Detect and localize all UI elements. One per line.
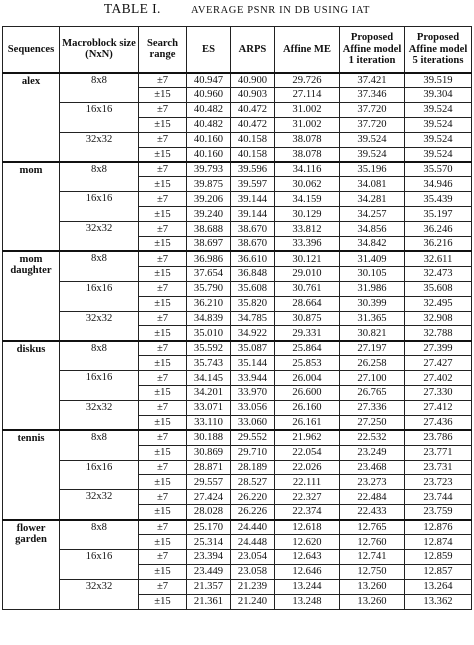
sequence-name-word: diskus xyxy=(16,343,46,355)
arps-value-cell: 21.240 xyxy=(231,594,275,609)
arps-value-cell: 39.144 xyxy=(231,192,275,207)
table-row xyxy=(3,430,472,445)
table-body xyxy=(3,73,472,610)
affine-me-value-cell: 22.054 xyxy=(275,445,340,460)
affine-me-value-cell: 30.761 xyxy=(275,281,340,296)
arps-value-cell: 24.448 xyxy=(231,535,275,550)
col-header-sequences: Sequences xyxy=(3,27,60,73)
search-range-cell: ±7 xyxy=(139,341,187,356)
arps-value-cell: 40.903 xyxy=(231,87,275,102)
search-range-cell: ±15 xyxy=(139,415,187,430)
es-value-cell: 33.110 xyxy=(187,415,231,430)
macroblock-size-cell: 32x32 xyxy=(60,490,139,520)
arps-value-cell: 34.922 xyxy=(231,326,275,341)
arps-value-cell: 26.220 xyxy=(231,490,275,505)
es-value-cell: 30.869 xyxy=(187,445,231,460)
table-row xyxy=(3,73,472,88)
table-row xyxy=(3,311,472,326)
affine-me-value-cell: 30.875 xyxy=(275,311,340,326)
proposed-1-iteration-cell: 12.750 xyxy=(340,564,405,579)
macroblock-size-cell: 32x32 xyxy=(60,400,139,430)
affine-me-value-cell: 30.121 xyxy=(275,251,340,266)
proposed-5-iterations-cell: 27.399 xyxy=(405,341,472,356)
proposed-5-iterations-cell: 23.744 xyxy=(405,490,472,505)
affine-me-value-cell: 21.962 xyxy=(275,430,340,445)
proposed-1-iteration-cell: 22.433 xyxy=(340,505,405,520)
proposed-5-iterations-cell: 39.524 xyxy=(405,132,472,147)
arps-value-cell: 35.087 xyxy=(231,341,275,356)
proposed-1-iteration-cell: 27.197 xyxy=(340,341,405,356)
affine-me-value-cell: 22.111 xyxy=(275,475,340,490)
proposed-5-iterations-cell: 35.439 xyxy=(405,192,472,207)
table-row xyxy=(3,251,472,266)
sequence-name-word: flower xyxy=(16,522,46,534)
affine-me-value-cell: 12.646 xyxy=(275,564,340,579)
table-caption xyxy=(0,0,474,20)
proposed-5-iterations-cell: 23.723 xyxy=(405,475,472,490)
proposed-1-iteration-cell: 27.250 xyxy=(340,415,405,430)
proposed-1-iteration-cell: 31.986 xyxy=(340,281,405,296)
arps-value-cell: 33.056 xyxy=(231,400,275,415)
col-header-search-range: Search range xyxy=(139,27,187,73)
search-range-cell: ±15 xyxy=(139,475,187,490)
es-value-cell: 28.028 xyxy=(187,505,231,520)
macroblock-size-cell: 32x32 xyxy=(60,222,139,252)
es-value-cell: 40.947 xyxy=(187,73,231,88)
proposed-5-iterations-cell: 12.874 xyxy=(405,535,472,550)
proposed-5-iterations-cell: 27.402 xyxy=(405,371,472,386)
proposed-1-iteration-cell: 34.842 xyxy=(340,236,405,251)
proposed-5-iterations-cell: 13.362 xyxy=(405,594,472,609)
affine-me-value-cell: 13.244 xyxy=(275,579,340,594)
arps-value-cell: 29.552 xyxy=(231,430,275,445)
affine-me-value-cell: 31.002 xyxy=(275,102,340,117)
arps-value-cell: 26.226 xyxy=(231,505,275,520)
macroblock-size-cell: 16x16 xyxy=(60,371,139,401)
proposed-5-iterations-cell: 39.524 xyxy=(405,117,472,132)
table-row xyxy=(3,460,472,475)
affine-me-value-cell: 26.600 xyxy=(275,386,340,401)
es-value-cell: 38.688 xyxy=(187,222,231,237)
search-range-cell: ±15 xyxy=(139,236,187,251)
proposed-1-iteration-cell: 12.760 xyxy=(340,535,405,550)
proposed-5-iterations-cell: 32.908 xyxy=(405,311,472,326)
table-row xyxy=(3,579,472,594)
search-range-cell: ±7 xyxy=(139,102,187,117)
proposed-1-iteration-cell: 34.257 xyxy=(340,207,405,222)
affine-me-value-cell: 34.159 xyxy=(275,192,340,207)
es-value-cell: 34.145 xyxy=(187,371,231,386)
affine-me-value-cell: 34.116 xyxy=(275,162,340,177)
proposed-5-iterations-cell: 27.330 xyxy=(405,386,472,401)
macroblock-size-cell: 32x32 xyxy=(60,579,139,609)
proposed-1-iteration-cell: 31.365 xyxy=(340,311,405,326)
proposed-5-iterations-cell: 39.524 xyxy=(405,147,472,162)
affine-me-value-cell: 25.853 xyxy=(275,356,340,371)
sequence-name-word: alex xyxy=(21,75,41,87)
proposed-1-iteration-cell: 23.273 xyxy=(340,475,405,490)
search-range-cell: ±15 xyxy=(139,207,187,222)
es-value-cell: 21.357 xyxy=(187,579,231,594)
proposed-5-iterations-cell: 27.412 xyxy=(405,400,472,415)
es-value-cell: 39.793 xyxy=(187,162,231,177)
arps-value-cell: 40.472 xyxy=(231,117,275,132)
table-row xyxy=(3,162,472,177)
search-range-cell: ±15 xyxy=(139,535,187,550)
proposed-5-iterations-cell: 35.197 xyxy=(405,207,472,222)
table-row xyxy=(3,132,472,147)
proposed-5-iterations-cell: 32.495 xyxy=(405,296,472,311)
search-range-cell: ±7 xyxy=(139,311,187,326)
affine-me-value-cell: 29.010 xyxy=(275,266,340,281)
col-header-proposed-5-iterations: Proposed Affine model 5 iterations xyxy=(405,27,472,73)
es-value-cell: 40.482 xyxy=(187,117,231,132)
es-value-cell: 35.743 xyxy=(187,356,231,371)
arps-value-cell: 28.527 xyxy=(231,475,275,490)
proposed-1-iteration-cell: 13.260 xyxy=(340,579,405,594)
es-value-cell: 40.160 xyxy=(187,132,231,147)
search-range-cell: ±7 xyxy=(139,222,187,237)
sequence-name-word: tennis xyxy=(17,433,45,445)
affine-me-value-cell: 22.026 xyxy=(275,460,340,475)
es-value-cell: 39.206 xyxy=(187,192,231,207)
es-value-cell: 23.449 xyxy=(187,564,231,579)
proposed-1-iteration-cell: 22.532 xyxy=(340,430,405,445)
search-range-cell: ±7 xyxy=(139,132,187,147)
proposed-1-iteration-cell: 37.421 xyxy=(340,73,405,88)
affine-me-value-cell: 25.864 xyxy=(275,341,340,356)
search-range-cell: ±7 xyxy=(139,73,187,88)
proposed-1-iteration-cell: 27.336 xyxy=(340,400,405,415)
sequence-name-cell xyxy=(3,162,60,251)
arps-value-cell: 21.239 xyxy=(231,579,275,594)
table-row xyxy=(3,490,472,505)
search-range-cell: ±7 xyxy=(139,371,187,386)
es-value-cell: 38.697 xyxy=(187,236,231,251)
search-range-cell: ±7 xyxy=(139,192,187,207)
arps-value-cell: 28.189 xyxy=(231,460,275,475)
proposed-1-iteration-cell: 34.281 xyxy=(340,192,405,207)
search-range-cell: ±15 xyxy=(139,147,187,162)
search-range-cell: ±7 xyxy=(139,430,187,445)
affine-me-value-cell: 12.620 xyxy=(275,535,340,550)
proposed-1-iteration-cell: 39.524 xyxy=(340,132,405,147)
search-range-cell: ±15 xyxy=(139,356,187,371)
affine-me-value-cell: 26.161 xyxy=(275,415,340,430)
proposed-5-iterations-cell: 36.216 xyxy=(405,236,472,251)
sequence-name-word: garden xyxy=(15,533,47,545)
search-range-cell: ±7 xyxy=(139,400,187,415)
proposed-5-iterations-cell: 23.786 xyxy=(405,430,472,445)
es-value-cell: 30.188 xyxy=(187,430,231,445)
proposed-5-iterations-cell: 35.570 xyxy=(405,162,472,177)
macroblock-size-cell: 16x16 xyxy=(60,102,139,132)
sequence-name-word: daughter xyxy=(10,265,52,277)
col-header-arps: ARPS xyxy=(231,27,275,73)
es-value-cell: 35.790 xyxy=(187,281,231,296)
search-range-cell: ±15 xyxy=(139,326,187,341)
proposed-5-iterations-cell: 27.436 xyxy=(405,415,472,430)
col-header-affine-me: Affine ME xyxy=(275,27,340,73)
es-value-cell: 29.557 xyxy=(187,475,231,490)
arps-value-cell: 39.597 xyxy=(231,177,275,192)
psnr-table xyxy=(2,26,472,610)
macroblock-size-cell: 8x8 xyxy=(60,520,139,550)
macroblock-size-cell: 16x16 xyxy=(60,460,139,490)
arps-value-cell: 38.670 xyxy=(231,222,275,237)
arps-value-cell: 36.848 xyxy=(231,266,275,281)
es-value-cell: 25.314 xyxy=(187,535,231,550)
proposed-5-iterations-cell: 32.611 xyxy=(405,251,472,266)
proposed-1-iteration-cell: 30.399 xyxy=(340,296,405,311)
es-value-cell: 21.361 xyxy=(187,594,231,609)
proposed-1-iteration-cell: 27.100 xyxy=(340,371,405,386)
search-range-cell: ±15 xyxy=(139,177,187,192)
macroblock-size-cell: 8x8 xyxy=(60,341,139,371)
arps-value-cell: 40.158 xyxy=(231,132,275,147)
search-range-cell: ±15 xyxy=(139,386,187,401)
es-value-cell: 27.424 xyxy=(187,490,231,505)
affine-me-value-cell: 12.618 xyxy=(275,520,340,535)
proposed-1-iteration-cell: 39.524 xyxy=(340,147,405,162)
proposed-5-iterations-cell: 23.759 xyxy=(405,505,472,520)
es-value-cell: 39.875 xyxy=(187,177,231,192)
proposed-1-iteration-cell: 22.484 xyxy=(340,490,405,505)
arps-value-cell: 40.158 xyxy=(231,147,275,162)
proposed-5-iterations-cell: 12.859 xyxy=(405,550,472,565)
proposed-1-iteration-cell: 34.856 xyxy=(340,222,405,237)
search-range-cell: ±7 xyxy=(139,520,187,535)
header-row xyxy=(3,27,472,73)
affine-me-value-cell: 27.114 xyxy=(275,87,340,102)
search-range-cell: ±15 xyxy=(139,87,187,102)
es-value-cell: 33.071 xyxy=(187,400,231,415)
affine-me-value-cell: 29.331 xyxy=(275,326,340,341)
search-range-cell: ±15 xyxy=(139,117,187,132)
affine-me-value-cell: 22.374 xyxy=(275,505,340,520)
arps-value-cell: 35.608 xyxy=(231,281,275,296)
sequence-name-cell xyxy=(3,341,60,430)
proposed-5-iterations-cell: 12.857 xyxy=(405,564,472,579)
es-value-cell: 34.201 xyxy=(187,386,231,401)
proposed-1-iteration-cell: 37.720 xyxy=(340,102,405,117)
macroblock-size-cell: 16x16 xyxy=(60,192,139,222)
arps-value-cell: 29.710 xyxy=(231,445,275,460)
search-range-cell: ±7 xyxy=(139,251,187,266)
search-range-cell: ±15 xyxy=(139,296,187,311)
proposed-5-iterations-cell: 32.788 xyxy=(405,326,472,341)
proposed-5-iterations-cell: 39.519 xyxy=(405,73,472,88)
arps-value-cell: 23.058 xyxy=(231,564,275,579)
proposed-5-iterations-cell: 36.246 xyxy=(405,222,472,237)
proposed-1-iteration-cell: 31.409 xyxy=(340,251,405,266)
search-range-cell: ±15 xyxy=(139,445,187,460)
affine-me-value-cell: 28.664 xyxy=(275,296,340,311)
sequence-name-cell xyxy=(3,520,60,609)
proposed-1-iteration-cell: 23.249 xyxy=(340,445,405,460)
macroblock-size-cell: 8x8 xyxy=(60,73,139,103)
arps-value-cell: 35.820 xyxy=(231,296,275,311)
affine-me-value-cell: 26.160 xyxy=(275,400,340,415)
arps-value-cell: 36.610 xyxy=(231,251,275,266)
table-row xyxy=(3,520,472,535)
search-range-cell: ±7 xyxy=(139,162,187,177)
sequence-name-word: mom xyxy=(19,164,43,176)
proposed-5-iterations-cell: 12.876 xyxy=(405,520,472,535)
es-value-cell: 28.871 xyxy=(187,460,231,475)
affine-me-value-cell: 30.129 xyxy=(275,207,340,222)
col-header-proposed-1-iteration: Proposed Affine model 1 iteration xyxy=(340,27,405,73)
affine-me-value-cell: 38.078 xyxy=(275,147,340,162)
proposed-1-iteration-cell: 30.821 xyxy=(340,326,405,341)
arps-value-cell: 33.970 xyxy=(231,386,275,401)
sequence-name-word: mom xyxy=(19,254,43,266)
arps-value-cell: 40.900 xyxy=(231,73,275,88)
es-value-cell: 35.592 xyxy=(187,341,231,356)
table-row xyxy=(3,102,472,117)
search-range-cell: ±15 xyxy=(139,564,187,579)
proposed-5-iterations-cell: 35.608 xyxy=(405,281,472,296)
proposed-5-iterations-cell: 23.731 xyxy=(405,460,472,475)
affine-me-value-cell: 33.396 xyxy=(275,236,340,251)
macroblock-size-cell: 32x32 xyxy=(60,132,139,162)
search-range-cell: ±7 xyxy=(139,490,187,505)
table-row xyxy=(3,341,472,356)
arps-value-cell: 40.472 xyxy=(231,102,275,117)
es-value-cell: 40.960 xyxy=(187,87,231,102)
proposed-5-iterations-cell: 34.946 xyxy=(405,177,472,192)
proposed-1-iteration-cell: 34.081 xyxy=(340,177,405,192)
search-range-cell: ±15 xyxy=(139,266,187,281)
search-range-cell: ±7 xyxy=(139,579,187,594)
affine-me-value-cell: 13.248 xyxy=(275,594,340,609)
table-row xyxy=(3,222,472,237)
proposed-1-iteration-cell: 26.258 xyxy=(340,356,405,371)
macroblock-size-cell: 8x8 xyxy=(60,251,139,281)
es-value-cell: 34.839 xyxy=(187,311,231,326)
es-value-cell: 37.654 xyxy=(187,266,231,281)
es-value-cell: 35.010 xyxy=(187,326,231,341)
arps-value-cell: 24.440 xyxy=(231,520,275,535)
arps-value-cell: 39.596 xyxy=(231,162,275,177)
arps-value-cell: 33.944 xyxy=(231,371,275,386)
table-row xyxy=(3,371,472,386)
affine-me-value-cell: 31.002 xyxy=(275,117,340,132)
table-row xyxy=(3,550,472,565)
affine-me-value-cell: 12.643 xyxy=(275,550,340,565)
table-caption-prefix: TABLE I. xyxy=(103,1,161,16)
proposed-1-iteration-cell: 12.741 xyxy=(340,550,405,565)
proposed-1-iteration-cell: 37.720 xyxy=(340,117,405,132)
macroblock-size-cell: 32x32 xyxy=(60,311,139,341)
macroblock-size-cell: 16x16 xyxy=(60,550,139,580)
affine-me-value-cell: 29.726 xyxy=(275,73,340,88)
arps-value-cell: 34.785 xyxy=(231,311,275,326)
affine-me-value-cell: 22.327 xyxy=(275,490,340,505)
affine-me-value-cell: 26.004 xyxy=(275,371,340,386)
arps-value-cell: 38.670 xyxy=(231,236,275,251)
search-range-cell: ±7 xyxy=(139,460,187,475)
proposed-5-iterations-cell: 23.771 xyxy=(405,445,472,460)
proposed-1-iteration-cell: 35.196 xyxy=(340,162,405,177)
es-value-cell: 36.986 xyxy=(187,251,231,266)
search-range-cell: ±7 xyxy=(139,550,187,565)
col-header-macroblock-size: Macroblock size (NxN) xyxy=(60,27,139,73)
table-row xyxy=(3,281,472,296)
table-row xyxy=(3,400,472,415)
table-caption-text: AVERAGE PSNR IN DB USING IAT xyxy=(190,5,371,16)
proposed-1-iteration-cell: 30.105 xyxy=(340,266,405,281)
es-value-cell: 25.170 xyxy=(187,520,231,535)
proposed-5-iterations-cell: 39.524 xyxy=(405,102,472,117)
proposed-1-iteration-cell: 37.346 xyxy=(340,87,405,102)
affine-me-value-cell: 33.812 xyxy=(275,222,340,237)
proposed-1-iteration-cell: 13.260 xyxy=(340,594,405,609)
search-range-cell: ±15 xyxy=(139,594,187,609)
es-value-cell: 39.240 xyxy=(187,207,231,222)
sequence-name-cell xyxy=(3,430,60,519)
es-value-cell: 40.160 xyxy=(187,147,231,162)
arps-value-cell: 39.144 xyxy=(231,207,275,222)
proposed-1-iteration-cell: 12.765 xyxy=(340,520,405,535)
proposed-5-iterations-cell: 13.264 xyxy=(405,579,472,594)
search-range-cell: ±7 xyxy=(139,281,187,296)
sequence-name-cell xyxy=(3,73,60,162)
search-range-cell: ±15 xyxy=(139,505,187,520)
table-row xyxy=(3,192,472,207)
arps-value-cell: 35.144 xyxy=(231,356,275,371)
es-value-cell: 40.482 xyxy=(187,102,231,117)
arps-value-cell: 23.054 xyxy=(231,550,275,565)
macroblock-size-cell: 8x8 xyxy=(60,162,139,192)
es-value-cell: 23.394 xyxy=(187,550,231,565)
proposed-1-iteration-cell: 26.765 xyxy=(340,386,405,401)
es-value-cell: 36.210 xyxy=(187,296,231,311)
affine-me-value-cell: 38.078 xyxy=(275,132,340,147)
col-header-es: ES xyxy=(187,27,231,73)
affine-me-value-cell: 30.062 xyxy=(275,177,340,192)
arps-value-cell: 33.060 xyxy=(231,415,275,430)
proposed-5-iterations-cell: 39.304 xyxy=(405,87,472,102)
macroblock-size-cell: 16x16 xyxy=(60,281,139,311)
macroblock-size-cell: 8x8 xyxy=(60,430,139,460)
sequence-name-cell xyxy=(3,251,60,340)
proposed-5-iterations-cell: 27.427 xyxy=(405,356,472,371)
proposed-5-iterations-cell: 32.473 xyxy=(405,266,472,281)
proposed-1-iteration-cell: 23.468 xyxy=(340,460,405,475)
